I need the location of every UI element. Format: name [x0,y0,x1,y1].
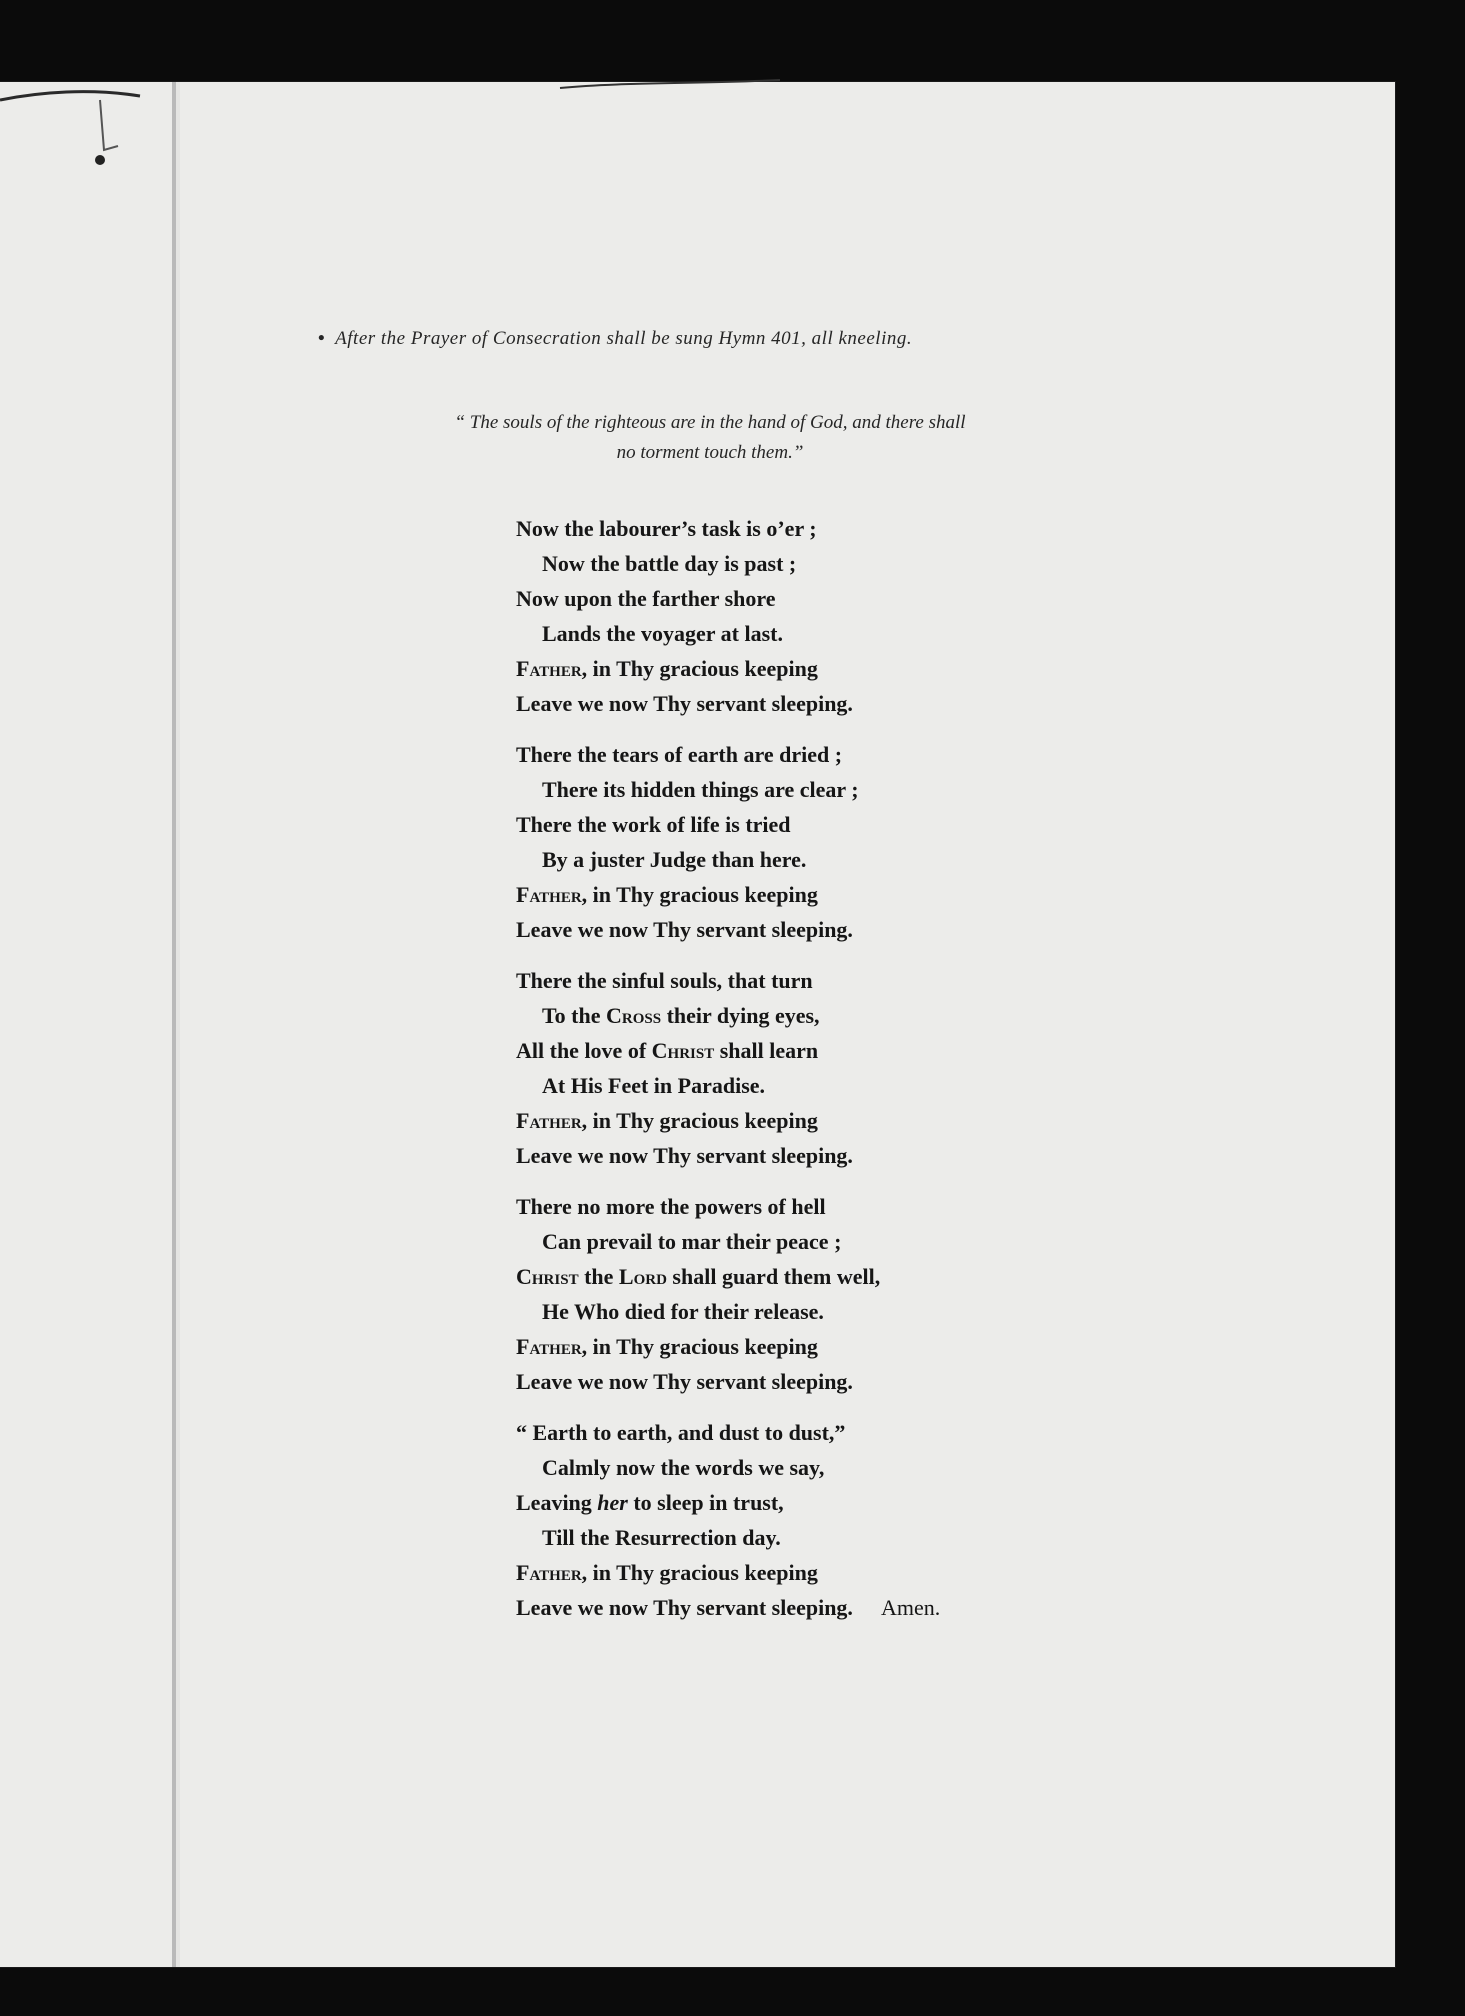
verse-text: shall guard them well, [666,1264,881,1289]
verse-text: shall learn [714,1038,819,1063]
verse-text: to sleep in trust, [627,1490,784,1515]
refrain-rest: , in Thy gracious keeping [581,882,818,907]
stanza-5 [516,1415,1116,1625]
verse-line: Lands the voyager at last. [542,621,783,646]
stanza-4 [516,1189,1116,1399]
epigraph-line-1: “ The souls of the righteous are in the hand of God, and there shall [454,412,966,433]
refrain-text: Leave we now Thy servant sleeping. [516,1595,853,1620]
stanza-1 [516,511,1116,721]
stanza-3 [516,963,1116,1173]
verse-italic: her [597,1490,628,1515]
refrain-word: Father [516,1334,582,1359]
verse-text: their dying eyes, [661,1003,820,1028]
stanza-2 [516,737,1116,947]
refrain-rest: , in Thy gracious keeping [581,1108,818,1133]
verse-line: “ Earth to earth, and dust to dust,” [516,1420,846,1445]
refrain-line-1 [516,877,1116,912]
hymn-text [516,511,1116,1641]
verse-line: Now the labourer’s task is o’er ; [516,516,817,541]
verse-emphasis: Christ [516,1264,579,1289]
refrain-rest: , in Thy gracious keeping [581,1560,818,1585]
verse-text: To the [542,1003,606,1028]
refrain-word: Father [516,1108,582,1133]
epigraph-line-2: no torment touch them.” [616,442,804,463]
refrain-line-1 [516,651,1116,686]
bullet-marker: • [318,328,326,349]
verse-text: Leaving [516,1490,598,1515]
refrain-rest: , in Thy gracious keeping [581,1334,818,1359]
verse-line: Now upon the farther shore [516,586,776,611]
verse-line [516,1033,1116,1068]
binding-gutter [0,82,180,1967]
epigraph [330,408,1090,468]
refrain-word: Father [516,882,582,907]
scan-marks [0,0,1465,200]
refrain-line-2: Leave we now Thy servant sleeping. [516,1369,853,1394]
verse-line: He Who died for their release. [542,1299,824,1324]
verse-line: There the work of life is tried [516,812,791,837]
verse-line: At His Feet in Paradise. [542,1073,766,1098]
refrain-line-1 [516,1329,1116,1364]
verse-line [516,998,1116,1033]
refrain-line-2: Leave we now Thy servant sleeping. [516,691,853,716]
rubric [318,328,1098,350]
verse-line: Can prevail to mar their peace ; [542,1229,842,1254]
verse-emphasis: Christ [651,1038,715,1063]
verse-line: By a juster Judge than here. [542,847,807,872]
refrain-word: Father [516,1560,582,1585]
refrain-line-2: Leave we now Thy servant sleeping. [516,1143,853,1168]
refrain-line-1 [516,1103,1116,1138]
verse-emphasis: Cross [605,1003,662,1028]
refrain-line-2: Leave we now Thy servant sleeping. [516,917,853,942]
verse-text: All the love of [516,1038,652,1063]
verse-line [516,1485,1116,1520]
refrain-word: Father [516,656,582,681]
verse-emphasis: Lord [618,1264,667,1289]
verse-line: There its hidden things are clear ; [542,777,859,802]
refrain-line-2 [516,1590,1116,1625]
amen: Amen. [880,1595,941,1620]
verse-text: the [578,1264,619,1289]
verse-line: Till the Resurrection day. [542,1525,781,1550]
verse-line: Now the battle day is past ; [542,551,797,576]
refrain-line-1 [516,1555,1116,1590]
verse-line: There the tears of earth are dried ; [516,742,843,767]
verse-line: There no more the powers of hell [516,1194,826,1219]
refrain-rest: , in Thy gracious keeping [581,656,818,681]
rubric-text: After the Prayer of Consecration shall be sung Hymn 401, all kneeling. [335,328,913,349]
verse-line [516,1259,1116,1294]
verse-line: There the sinful souls, that turn [516,968,813,993]
verse-line: Calmly now the words we say, [542,1455,825,1480]
